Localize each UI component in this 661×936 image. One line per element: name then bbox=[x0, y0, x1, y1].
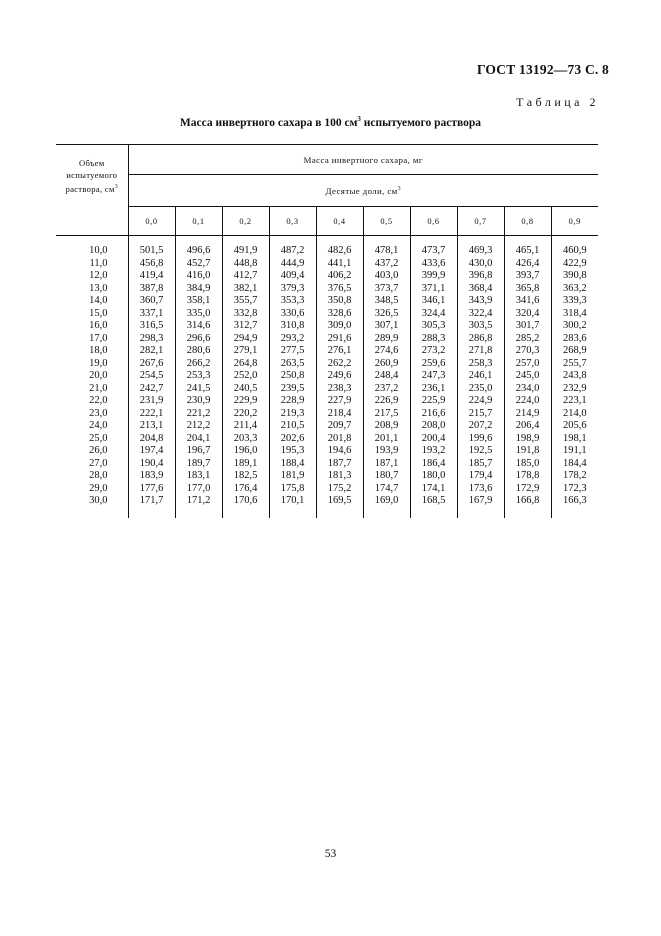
table-cell: 227,9 bbox=[316, 395, 363, 408]
table-cell: 192,5 bbox=[457, 445, 504, 458]
row-volume: 15,0 bbox=[56, 308, 128, 321]
table-cell: 193,9 bbox=[363, 445, 410, 458]
column-header: 0,2 bbox=[222, 207, 269, 236]
table-cell: 180,7 bbox=[363, 470, 410, 483]
table-row bbox=[56, 483, 598, 496]
column-header: 0,3 bbox=[269, 207, 316, 236]
table-cell: 173,6 bbox=[457, 483, 504, 496]
table-cell: 243,8 bbox=[562, 370, 587, 381]
table-cell: 189,7 bbox=[175, 458, 222, 471]
table-cell: 171,2 bbox=[175, 495, 222, 508]
table-cell: 478,1 bbox=[363, 245, 410, 258]
table-cell: 341,6 bbox=[504, 295, 551, 308]
table-cell: 170,1 bbox=[269, 495, 316, 508]
header-volume-bottom bbox=[56, 207, 128, 236]
table-cell: 282,1 bbox=[128, 345, 175, 358]
table-cell: 242,7 bbox=[128, 383, 175, 396]
table-row bbox=[56, 358, 598, 371]
table-cell: 376,5 bbox=[316, 283, 363, 296]
table-cell: 288,3 bbox=[410, 333, 457, 346]
table-cell: 172,3 bbox=[562, 482, 587, 494]
table-cell: 346,1 bbox=[410, 295, 457, 308]
table-cell: 174,1 bbox=[410, 483, 457, 496]
row-volume: 20,0 bbox=[56, 370, 128, 383]
table-padding-row bbox=[56, 508, 598, 518]
table-cell: 441,1 bbox=[316, 258, 363, 271]
table-cell: 220,2 bbox=[222, 408, 269, 421]
table-cell: 219,3 bbox=[269, 408, 316, 421]
row-volume: 14,0 bbox=[56, 295, 128, 308]
table-cell: 235,0 bbox=[457, 383, 504, 396]
table-cell: 188,4 bbox=[269, 458, 316, 471]
table-cell: 187,7 bbox=[316, 458, 363, 471]
table-cell: 230,9 bbox=[175, 395, 222, 408]
table-cell: 390,8 bbox=[562, 270, 587, 281]
table-cell: 191,8 bbox=[504, 445, 551, 458]
table-cell: 289,9 bbox=[363, 333, 410, 346]
table-cell: 166,3 bbox=[562, 495, 587, 506]
table-cell: 298,3 bbox=[128, 333, 175, 346]
table-cell: 448,8 bbox=[222, 258, 269, 271]
header-volume-line2: испытуемого bbox=[66, 169, 118, 180]
row-volume: 23,0 bbox=[56, 408, 128, 421]
table-cell: 406,2 bbox=[316, 270, 363, 283]
row-volume: 24,0 bbox=[56, 420, 128, 433]
table-row bbox=[56, 270, 598, 283]
table-cell: 178,2 bbox=[562, 470, 587, 481]
table-cell: 206,4 bbox=[504, 420, 551, 433]
table-cell: 283,6 bbox=[562, 332, 587, 344]
table-cell: 465,1 bbox=[504, 245, 551, 258]
table-cell: 273,2 bbox=[410, 345, 457, 358]
table-cell: 496,6 bbox=[175, 245, 222, 258]
table-cell: 180,0 bbox=[410, 470, 457, 483]
header-volume bbox=[56, 145, 128, 207]
table-cell: 249,6 bbox=[316, 370, 363, 383]
table-cell: 197,4 bbox=[128, 445, 175, 458]
table-cell: 209,7 bbox=[316, 420, 363, 433]
table-cell: 240,5 bbox=[222, 383, 269, 396]
table-cell: 238,3 bbox=[316, 383, 363, 396]
table-cell: 373,7 bbox=[363, 283, 410, 296]
table-cell: 310,8 bbox=[269, 320, 316, 333]
row-volume: 17,0 bbox=[56, 333, 128, 346]
table-cell: 363,2 bbox=[562, 282, 587, 294]
table-cell: 183,1 bbox=[175, 470, 222, 483]
table-cell: 241,5 bbox=[175, 383, 222, 396]
table-cell: 437,2 bbox=[363, 258, 410, 271]
table-cell: 452,7 bbox=[175, 258, 222, 271]
table-cell: 187,1 bbox=[363, 458, 410, 471]
table-row bbox=[56, 383, 598, 396]
table-cell: 237,2 bbox=[363, 383, 410, 396]
table-cell: 183,9 bbox=[128, 470, 175, 483]
table-cell: 252,0 bbox=[222, 370, 269, 383]
table-cell: 309,0 bbox=[316, 320, 363, 333]
table-cell: 270,3 bbox=[504, 345, 551, 358]
row-volume: 13,0 bbox=[56, 283, 128, 296]
table-cell: 360,7 bbox=[128, 295, 175, 308]
table-cell: 286,8 bbox=[457, 333, 504, 346]
row-volume: 29,0 bbox=[56, 483, 128, 496]
table-cell: 175,8 bbox=[269, 483, 316, 496]
column-header: 0,9 bbox=[551, 207, 598, 236]
table-cell: 276,1 bbox=[316, 345, 363, 358]
table-cell: 207,2 bbox=[457, 420, 504, 433]
table-cell: 196,7 bbox=[175, 445, 222, 458]
table-cell: 491,9 bbox=[222, 245, 269, 258]
table-cell: 179,4 bbox=[457, 470, 504, 483]
table-cell: 247,3 bbox=[410, 370, 457, 383]
table-cell: 267,6 bbox=[128, 358, 175, 371]
table-cell: 322,4 bbox=[457, 308, 504, 321]
table-row bbox=[56, 283, 598, 296]
table-cell: 348,5 bbox=[363, 295, 410, 308]
row-volume: 19,0 bbox=[56, 358, 128, 371]
header-tenths: Десятые доли, $см^3$ bbox=[128, 175, 598, 207]
table-cell: 350,8 bbox=[316, 295, 363, 308]
table-cell: 181,3 bbox=[316, 470, 363, 483]
table-cell: 231,9 bbox=[128, 395, 175, 408]
column-header: 0,0 bbox=[128, 207, 175, 236]
table-row bbox=[56, 308, 598, 321]
table-cell: 320,4 bbox=[504, 308, 551, 321]
header-volume-superscript: 3 bbox=[114, 183, 119, 190]
table-row bbox=[56, 495, 598, 508]
table-cell: 193,2 bbox=[410, 445, 457, 458]
table-cell: 186,4 bbox=[410, 458, 457, 471]
table-cell: 337,1 bbox=[128, 308, 175, 321]
table-row bbox=[56, 445, 598, 458]
table-cell: 294,9 bbox=[222, 333, 269, 346]
table-cell: 171,7 bbox=[128, 495, 175, 508]
table-cell: 312,7 bbox=[222, 320, 269, 333]
table-cell: 285,2 bbox=[504, 333, 551, 346]
column-header: 0,5 bbox=[363, 207, 410, 236]
document-code: ГОСТ 13192—73 С. 8 bbox=[476, 62, 609, 77]
table-cell: 184,4 bbox=[562, 457, 587, 469]
table-cell: 416,0 bbox=[175, 270, 222, 283]
table-row bbox=[56, 345, 598, 358]
table-cell: 214,0 bbox=[562, 407, 587, 419]
table-cell: 177,0 bbox=[175, 483, 222, 496]
table-cell: 218,4 bbox=[316, 408, 363, 421]
table-row bbox=[56, 458, 598, 471]
table-cell: 258,3 bbox=[457, 358, 504, 371]
table-cell: 409,4 bbox=[269, 270, 316, 283]
column-header: 0,1 bbox=[175, 207, 222, 236]
table-cell: 221,2 bbox=[175, 408, 222, 421]
table-cell: 216,6 bbox=[410, 408, 457, 421]
table-cell: 355,7 bbox=[222, 295, 269, 308]
table-cell: 371,1 bbox=[410, 283, 457, 296]
table-cell: 379,3 bbox=[269, 283, 316, 296]
table-cell: 215,7 bbox=[457, 408, 504, 421]
table-cell: 387,8 bbox=[128, 283, 175, 296]
table-cell: 353,3 bbox=[269, 295, 316, 308]
column-header: 0,8 bbox=[504, 207, 551, 236]
table-cell: 208,9 bbox=[363, 420, 410, 433]
table-row bbox=[56, 420, 598, 433]
table-cell: 226,9 bbox=[363, 395, 410, 408]
header-mass: Масса инвертного сахара, мг bbox=[128, 145, 598, 175]
table-row bbox=[56, 433, 598, 446]
row-volume: 26,0 bbox=[56, 445, 128, 458]
header-volume-line1: Объем bbox=[78, 157, 105, 168]
table-cell: 222,1 bbox=[128, 408, 175, 421]
header-tenths-superscript: 3 bbox=[397, 185, 402, 192]
table-cell: 368,4 bbox=[457, 283, 504, 296]
table-row bbox=[56, 395, 598, 408]
table-cell: 202,6 bbox=[269, 433, 316, 446]
table-cell: 201,8 bbox=[316, 433, 363, 446]
table-cell: 168,5 bbox=[410, 495, 457, 508]
table-cell: 259,6 bbox=[410, 358, 457, 371]
table-cell: 343,9 bbox=[457, 295, 504, 308]
table-cell: 199,6 bbox=[457, 433, 504, 446]
table-cell: 335,0 bbox=[175, 308, 222, 321]
table-row bbox=[56, 470, 598, 483]
table-cell: 303,5 bbox=[457, 320, 504, 333]
table-cell: 456,8 bbox=[128, 258, 175, 271]
header-volume-line3: раствора, $см^3$ bbox=[65, 183, 119, 194]
table-cell: 224,9 bbox=[457, 395, 504, 408]
table-cell: 271,8 bbox=[457, 345, 504, 358]
table-title bbox=[0, 115, 661, 129]
table-row bbox=[56, 295, 598, 308]
table-cell: 396,8 bbox=[457, 270, 504, 283]
table-title-main: Масса инвертного сахара в 100 см bbox=[179, 116, 358, 129]
table-label: Таблица 2 bbox=[516, 95, 599, 109]
table-cell: 260,9 bbox=[363, 358, 410, 371]
table-cell: 201,1 bbox=[363, 433, 410, 446]
table-cell: 211,4 bbox=[222, 420, 269, 433]
table-cell: 194,6 bbox=[316, 445, 363, 458]
page-number: 53 bbox=[324, 848, 337, 860]
row-volume: 28,0 bbox=[56, 470, 128, 483]
table-cell: 274,6 bbox=[363, 345, 410, 358]
table-cell: 422,9 bbox=[562, 257, 587, 269]
table-cell: 291,6 bbox=[316, 333, 363, 346]
table-cell: 307,1 bbox=[363, 320, 410, 333]
table-cell: 225,9 bbox=[410, 395, 457, 408]
row-volume: 10,0 bbox=[56, 245, 128, 258]
table-cell: 403,0 bbox=[363, 270, 410, 283]
column-header: 0,4 bbox=[316, 207, 363, 236]
table-cell: 268,9 bbox=[562, 345, 587, 356]
table-cell: 167,9 bbox=[457, 495, 504, 508]
table-cell: 305,3 bbox=[410, 320, 457, 333]
table-cell: 314,6 bbox=[175, 320, 222, 333]
table-title-rest: испытуемого раствора bbox=[360, 116, 482, 129]
table-cell: 473,7 bbox=[410, 245, 457, 258]
table-cell: 196,0 bbox=[222, 445, 269, 458]
table-cell: 339,3 bbox=[562, 295, 587, 306]
table-cell: 200,4 bbox=[410, 433, 457, 446]
table-cell: 214,9 bbox=[504, 408, 551, 421]
table-cell: 198,9 bbox=[504, 433, 551, 446]
column-header: 0,6 bbox=[410, 207, 457, 236]
table-row bbox=[56, 245, 598, 258]
table-cell: 228,9 bbox=[269, 395, 316, 408]
table-cell: 204,1 bbox=[175, 433, 222, 446]
table-cell: 324,4 bbox=[410, 308, 457, 321]
table-cell: 245,0 bbox=[504, 370, 551, 383]
table-title-superscript: 3 bbox=[357, 115, 361, 123]
table-cell: 393,7 bbox=[504, 270, 551, 283]
table-cell: 399,9 bbox=[410, 270, 457, 283]
table-cell: 169,0 bbox=[363, 495, 410, 508]
table-cell: 177,6 bbox=[128, 483, 175, 496]
table-cell: 232,9 bbox=[562, 382, 587, 394]
table-cell: 217,5 bbox=[363, 408, 410, 421]
table-cell: 223,1 bbox=[562, 395, 587, 406]
table-cell: 482,6 bbox=[316, 245, 363, 258]
row-volume: 16,0 bbox=[56, 320, 128, 333]
table-row bbox=[56, 258, 598, 271]
table-cell: 182,5 bbox=[222, 470, 269, 483]
table-cell: 263,5 bbox=[269, 358, 316, 371]
table-cell: 208,0 bbox=[410, 420, 457, 433]
table-cell: 191,1 bbox=[562, 445, 587, 456]
table-cell: 254,5 bbox=[128, 370, 175, 383]
table-cell: 301,7 bbox=[504, 320, 551, 333]
table-cell: 433,6 bbox=[410, 258, 457, 271]
table-cell: 262,2 bbox=[316, 358, 363, 371]
row-volume: 21,0 bbox=[56, 383, 128, 396]
table-row bbox=[56, 408, 598, 421]
table-cell: 166,8 bbox=[504, 495, 551, 508]
table-cell: 255,7 bbox=[562, 357, 587, 369]
table-cell: 175,2 bbox=[316, 483, 363, 496]
table-cell: 236,1 bbox=[410, 383, 457, 396]
table-cell: 212,2 bbox=[175, 420, 222, 433]
table-row bbox=[56, 333, 598, 346]
table-cell: 316,5 bbox=[128, 320, 175, 333]
table-cell: 169,5 bbox=[316, 495, 363, 508]
table-cell: 189,1 bbox=[222, 458, 269, 471]
table-cell: 412,7 bbox=[222, 270, 269, 283]
table-cell: 460,9 bbox=[562, 245, 587, 256]
row-volume: 25,0 bbox=[56, 433, 128, 446]
table-row bbox=[56, 320, 598, 333]
table-cell: 382,1 bbox=[222, 283, 269, 296]
table-cell: 293,2 bbox=[269, 333, 316, 346]
table-cell: 172,9 bbox=[504, 483, 551, 496]
table-cell: 277,5 bbox=[269, 345, 316, 358]
table-cell: 248,4 bbox=[363, 370, 410, 383]
table-cell: 178,8 bbox=[504, 470, 551, 483]
table-cell: 224,0 bbox=[504, 395, 551, 408]
row-volume: 18,0 bbox=[56, 345, 128, 358]
table-cell: 239,5 bbox=[269, 383, 316, 396]
table-cell: 264,8 bbox=[222, 358, 269, 371]
table-cell: 176,4 bbox=[222, 483, 269, 496]
table-cell: 181,9 bbox=[269, 470, 316, 483]
table-cell: 246,1 bbox=[457, 370, 504, 383]
table-cell: 253,3 bbox=[175, 370, 222, 383]
table-cell: 280,6 bbox=[175, 345, 222, 358]
table-cell: 330,6 bbox=[269, 308, 316, 321]
table-cell: 279,1 bbox=[222, 345, 269, 358]
table-cell: 365,8 bbox=[504, 283, 551, 296]
table-padding-row bbox=[56, 236, 598, 246]
table-cell: 266,2 bbox=[175, 358, 222, 371]
table-cell: 198,1 bbox=[562, 432, 587, 444]
table-cell: 204,8 bbox=[128, 433, 175, 446]
table-cell: 501,5 bbox=[128, 245, 175, 258]
table-cell: 444,9 bbox=[269, 258, 316, 271]
table-cell: 296,6 bbox=[175, 333, 222, 346]
table-cell: 300,2 bbox=[562, 320, 587, 331]
table-cell: 250,8 bbox=[269, 370, 316, 383]
table-cell: 229,9 bbox=[222, 395, 269, 408]
table-cell: 487,2 bbox=[269, 245, 316, 258]
row-volume: 30,0 bbox=[56, 495, 128, 508]
row-volume: 12,0 bbox=[56, 270, 128, 283]
table-row bbox=[56, 370, 598, 383]
table-cell: 190,4 bbox=[128, 458, 175, 471]
table-cell: 419,4 bbox=[128, 270, 175, 283]
table-cell: 174,7 bbox=[363, 483, 410, 496]
table-cell: 384,9 bbox=[175, 283, 222, 296]
table-cell: 234,0 bbox=[504, 383, 551, 396]
row-volume: 11,0 bbox=[56, 258, 128, 271]
row-volume: 22,0 bbox=[56, 395, 128, 408]
table-cell: 326,5 bbox=[363, 308, 410, 321]
table-cell: 210,5 bbox=[269, 420, 316, 433]
table-cell: 205,6 bbox=[562, 420, 587, 431]
table-cell: 328,6 bbox=[316, 308, 363, 321]
table-cell: 332,8 bbox=[222, 308, 269, 321]
table-cell: 426,4 bbox=[504, 258, 551, 271]
row-volume: 27,0 bbox=[56, 458, 128, 471]
invert-sugar-table bbox=[56, 144, 598, 518]
table-cell: 185,7 bbox=[457, 458, 504, 471]
table-cell: 469,3 bbox=[457, 245, 504, 258]
table-cell: 318,4 bbox=[562, 307, 587, 319]
table-cell: 213,1 bbox=[128, 420, 175, 433]
table-cell: 203,3 bbox=[222, 433, 269, 446]
table-cell: 430,0 bbox=[457, 258, 504, 271]
column-header: 0,7 bbox=[457, 207, 504, 236]
table-cell: 185,0 bbox=[504, 458, 551, 471]
table-cell: 257,0 bbox=[504, 358, 551, 371]
table-cell: 195,3 bbox=[269, 445, 316, 458]
table-cell: 358,1 bbox=[175, 295, 222, 308]
table-cell: 170,6 bbox=[222, 495, 269, 508]
